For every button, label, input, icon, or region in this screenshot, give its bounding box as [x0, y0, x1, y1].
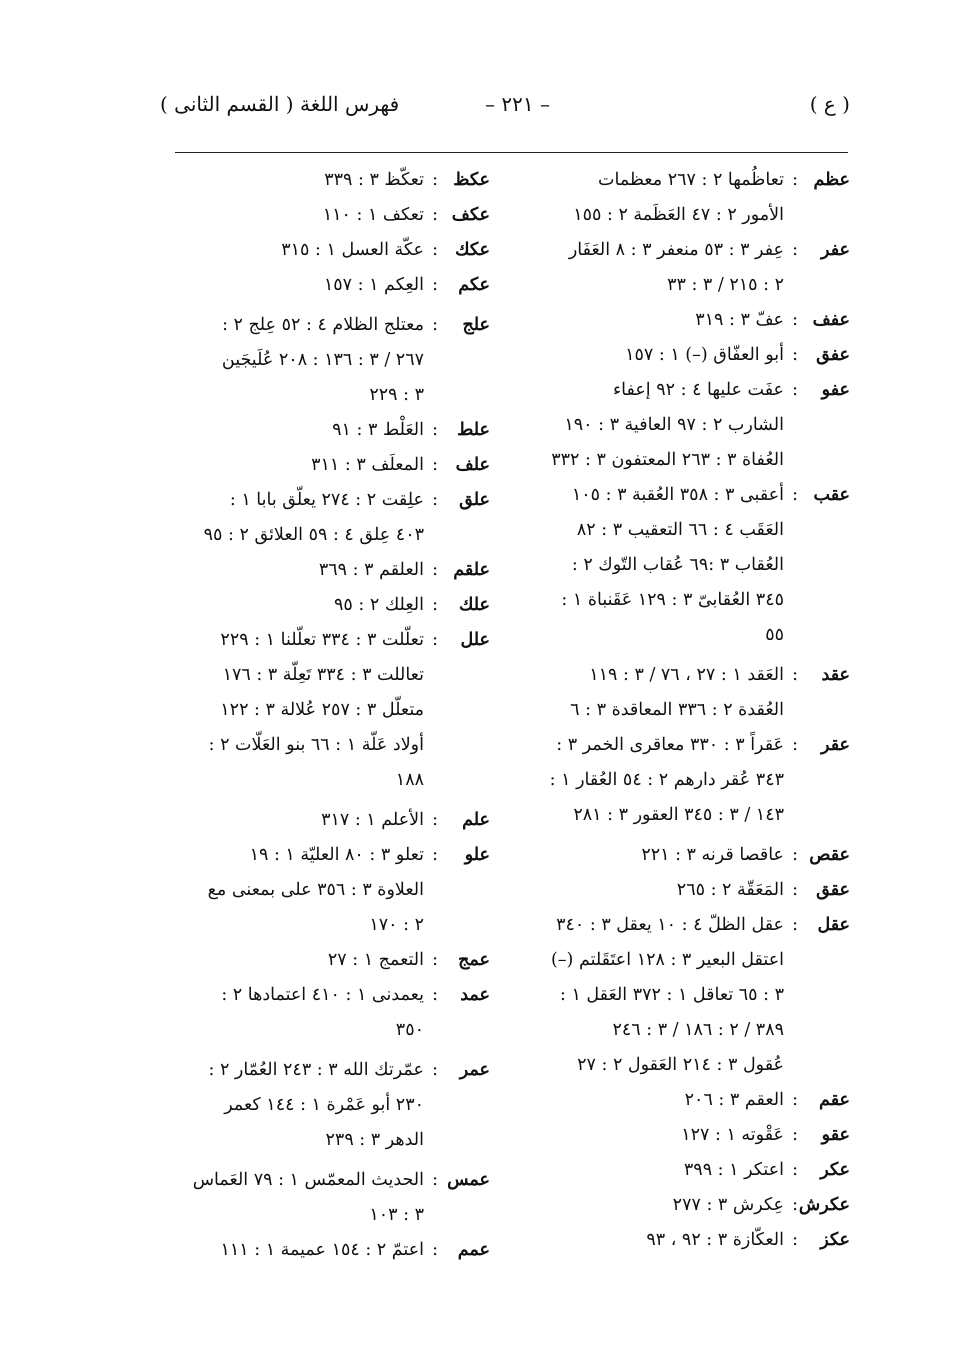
root-word: علو — [464, 845, 490, 865]
index-entry-line — [396, 1015, 490, 1045]
index-entry-line — [673, 1190, 850, 1220]
separator: : — [792, 345, 798, 365]
separator: : — [432, 275, 438, 295]
entry-text: التعمج ١ : ٢٧ — [327, 950, 424, 970]
index-entry-line — [193, 1165, 490, 1195]
root-word: علل — [460, 630, 490, 650]
entry-text: عَقراً ٣ : ٣٣٠ معاقرى الخمر ٣ : — [556, 735, 784, 755]
entry-text: العلقم ٣ : ٣٦٩ — [318, 560, 424, 580]
index-entry-line — [613, 375, 850, 405]
entry-text: العِكم ١ : ١٥٧ — [323, 275, 424, 295]
entry-text: عمّرتك الله ٣ : ٢٤٣ العُمّار ٢ : — [208, 1060, 424, 1080]
index-entry-line — [281, 235, 490, 265]
index-entry-line — [209, 730, 490, 760]
index-entry-line — [319, 555, 490, 585]
separator: : — [792, 240, 798, 260]
root-word: عمم — [457, 1240, 490, 1260]
entry-text: أبو العفّاق (–) ١ : ١٥٧ — [625, 345, 784, 365]
separator: : — [432, 630, 438, 650]
index-entry-line — [685, 1085, 850, 1115]
entry-text: العُقدة ٢ : ٣٣٦ المعاقدة ٣ : ٦ — [570, 700, 784, 720]
index-entry-line — [677, 875, 850, 905]
index-entry-line — [221, 980, 490, 1010]
index-entry-line — [332, 415, 490, 445]
index-entry-line — [396, 765, 490, 795]
entry-text: اعتمّ ٢ : ١٥٤ عميمة ١ : ١١١ — [220, 1240, 424, 1260]
index-entry-line — [250, 840, 490, 870]
entry-text: ٢٣٠ أبو عَمْرة ١ : ١٤٤ كعمر — [224, 1095, 424, 1115]
separator: : — [792, 1125, 798, 1145]
entry-text: ٣٨٩ / ٢ : ١٨٦ / ٣ : ٢٤٦ — [612, 1020, 784, 1040]
root-word: علك — [459, 595, 490, 615]
entry-text: ٣ : ٢٢٩ — [369, 385, 424, 405]
entry-text: تعكّظ ٣ : ٣٣٩ — [324, 170, 424, 190]
entry-text: ٢٦٧ / ٣ : ١٣٦ : ٢٠٨ عُلَيجَين — [221, 350, 424, 370]
index-entry-line — [334, 590, 490, 620]
index-entry-line — [220, 625, 490, 655]
index-entry-line — [684, 1155, 850, 1185]
separator: : — [792, 1195, 798, 1215]
index-entry-line — [321, 805, 490, 835]
root-word: عمج — [458, 950, 490, 970]
index-entry-line — [765, 620, 850, 650]
entry-text: الأعلم ١ : ٣١٧ — [321, 810, 424, 830]
index-entry-line — [222, 310, 490, 340]
running-title: فهرس اللغة ( القسم الثانى ) — [160, 92, 400, 116]
index-entry-line — [577, 515, 850, 545]
entry-text: ٣٤٥ العُقابىّ ٣ : ١٢٩ عَقَنباة ١ : — [561, 590, 784, 610]
root-word: عكك — [455, 240, 490, 260]
page-header — [160, 92, 850, 126]
root-word: عقق — [816, 880, 850, 900]
separator: : — [792, 880, 798, 900]
entry-text: عقل الظلّ ٤ : ١٠ يعقل ٣ : ٣٤٠ — [556, 915, 784, 935]
separator: : — [432, 315, 438, 335]
index-entry-line — [220, 1235, 490, 1265]
entry-text: عاقصا قرنه ٣ : ٢٢١ — [641, 845, 784, 865]
separator: : — [432, 950, 438, 970]
root-word: عكف — [451, 205, 490, 225]
entry-text: عفّ ٣ : ٣١٩ — [695, 310, 784, 330]
root-word: عقل — [817, 915, 850, 935]
entry-text: العلاوة ٣ : ٣٥٦ على بمعنى مع — [207, 880, 424, 900]
index-entry-line — [573, 800, 850, 830]
entry-text: ٣٥٠ — [395, 1020, 424, 1040]
entry-text: العَقَب ٤ : ٦٦ التعقيب ٣ : ٨٢ — [576, 520, 784, 540]
index-entry-line — [561, 585, 850, 615]
index-entry-line — [569, 235, 850, 265]
entry-text: ٤٠٣ عِلق ٤ : ٥٩ العلائق ٢ : ٩٥ — [203, 525, 424, 545]
entry-text: أعقبى ٣ : ٣٥٨ العُقبة ٣ : ١٠٥ — [571, 485, 784, 505]
index-entry-line — [323, 200, 490, 230]
entry-text: عكّة العسل ١ : ٣١٥ — [281, 240, 424, 260]
separator: : — [792, 170, 798, 190]
index-entry-line — [560, 980, 850, 1010]
index-entry-line — [311, 450, 490, 480]
index-entry-line — [551, 445, 850, 475]
entry-text: أولاد عَلّة ١ : ٦٦ بنو العَلّات ٢ : — [208, 735, 424, 755]
root-word: علط — [457, 420, 490, 440]
page-number: – ٢٢١ – — [485, 92, 550, 116]
entry-text: المعلَف ٣ : ٣١١ — [311, 455, 424, 475]
entry-text: متعلّل ٣ : ٢٥٧ عُلالة ٣ : ١٢٢ — [220, 700, 424, 720]
index-entry-line — [208, 1055, 490, 1085]
index-entry-line — [577, 1050, 850, 1080]
index-entry-line — [369, 380, 490, 410]
index-entry-line — [625, 340, 850, 370]
separator: : — [792, 915, 798, 935]
separator: : — [432, 420, 438, 440]
index-entry-line — [572, 480, 850, 510]
index-entry-line — [208, 875, 490, 905]
index-entry-line — [204, 520, 490, 550]
root-word: عمر — [459, 1060, 490, 1080]
index-entry-line — [641, 840, 850, 870]
index-entry-line — [230, 485, 490, 515]
separator: : — [432, 205, 438, 225]
index-entry-line — [598, 165, 850, 195]
entry-text: تعلّلت ٣ : ٣٣٤ تعلّلنا ١ : ٢٢٩ — [220, 630, 424, 650]
index-entry-line — [612, 1015, 850, 1045]
root-word: عكر — [820, 1160, 850, 1180]
separator: : — [432, 1060, 438, 1080]
separator: : — [792, 1230, 798, 1250]
root-word: عكز — [820, 1230, 850, 1250]
root-word: علف — [455, 455, 490, 475]
section-letter: ( ع ) — [809, 92, 850, 116]
index-entry-line — [556, 910, 850, 940]
separator: : — [432, 845, 438, 865]
root-word: عقم — [819, 1090, 850, 1110]
index-entry-line — [573, 200, 850, 230]
entry-text: العُقاب ٣ :٦٩ عُقاب التّوك ٢ : — [571, 555, 784, 575]
entry-text: العكّازة ٣ : ٩٢ ، ٩٣ — [646, 1230, 784, 1250]
entry-text: ٣ : ١٠٣ — [369, 1205, 424, 1225]
separator: : — [792, 735, 798, 755]
entry-text: ٢ : ٢١٥ / ٣ : ٣٣ — [667, 275, 784, 295]
separator: : — [792, 380, 798, 400]
entry-text: معتلج الظلام ٤ : ٥٢ عِلج ٢ : — [222, 315, 424, 335]
index-entry-line — [224, 1090, 490, 1120]
entry-text: يعمدنى ١ : ٤١٠ اعتمادها ٢ : — [221, 985, 424, 1005]
separator: : — [792, 1160, 798, 1180]
separator: : — [792, 845, 798, 865]
index-entry-line — [572, 550, 850, 580]
separator: : — [792, 310, 798, 330]
separator: : — [792, 485, 798, 505]
index-entry-line — [564, 410, 850, 440]
index-entry-line — [550, 765, 850, 795]
index-entry-line — [369, 1200, 490, 1230]
root-word: عقو — [821, 1125, 850, 1145]
index-entry-line — [326, 1125, 490, 1155]
entry-text: عفَت عليها ٤ : ٩٢ إعفاء — [612, 380, 784, 400]
index-entry-line — [570, 695, 850, 725]
separator: : — [432, 1170, 438, 1190]
entry-text: تعاللت ٣ : ٣٣٤ تَعِلّة ٣ : ١٧٦ — [222, 665, 424, 685]
root-word: عقر — [821, 735, 850, 755]
root-word: عظم — [813, 170, 850, 190]
root-word: علقم — [453, 560, 490, 580]
entry-text: ٥٥ — [765, 625, 784, 645]
entry-text: العُفاة ٣ : ٢٦٣ المعتفون ٣ : ٣٣٢ — [551, 450, 784, 470]
root-word: عفر — [821, 240, 850, 260]
separator: : — [432, 810, 438, 830]
separator: : — [432, 1240, 438, 1260]
root-word: عمس — [447, 1170, 490, 1190]
separator: : — [432, 560, 438, 580]
entry-text: اعتكر ١ : ٣٩٩ — [683, 1160, 784, 1180]
separator: : — [432, 170, 438, 190]
index-entry-line — [324, 165, 490, 195]
root-word: علج — [462, 315, 490, 335]
entry-text: عِفر ٣ : ٥٣ منعفر ٣ : ٨ العَفَار — [568, 240, 784, 260]
entry-text: علِقت ٢ : ٢٧٤ يعلّق بابا ١ : — [229, 490, 424, 510]
separator: : — [432, 985, 438, 1005]
index-entry-line — [551, 945, 850, 975]
root-word: عقد — [821, 665, 850, 685]
index-entry-line — [646, 1225, 850, 1255]
entry-text: المَعَقّة ٢ : ٢٦٥ — [676, 880, 784, 900]
root-word: عفف — [812, 310, 850, 330]
index-entry-line — [220, 695, 490, 725]
entry-text: ١٨٨ — [395, 770, 424, 790]
root-word: عمد — [460, 985, 490, 1005]
root-word: عكظ — [453, 170, 490, 190]
entry-text: عِكرش ٣ : ٢٧٧ — [672, 1195, 784, 1215]
entry-text: الأمور ٢ : ٤٧ العَظَمة ٢ : ١٥٥ — [573, 205, 784, 225]
separator: : — [792, 665, 798, 685]
root-word: عكرش — [798, 1195, 850, 1215]
index-entry-line — [369, 910, 490, 940]
entry-text: ١٤٣ / ٣ : ٣٤٥ العقور ٣ : ٢٨١ — [573, 805, 784, 825]
root-word: عفو — [821, 380, 850, 400]
root-word: عقب — [813, 485, 850, 505]
entry-text: ٣ : ٦٥ تعاقل ١ : ٣٧٢ العَقل ١ : — [559, 985, 784, 1005]
root-word: عفق — [816, 345, 850, 365]
separator: : — [432, 240, 438, 260]
index-entry-line — [328, 945, 490, 975]
entry-text: العَقد ١ : ٢٧ ، ٧٦ / ٣ : ١١٩ — [589, 665, 784, 685]
entry-text: ٣٤٣ عُقر دارهم ٢ : ٥٤ العُقار ١ : — [549, 770, 784, 790]
entry-text: عَقْوته ١ : ١٢٧ — [681, 1125, 784, 1145]
index-entry-line — [589, 660, 850, 690]
entry-text: العقم ٣ : ٢٠٦ — [684, 1090, 784, 1110]
separator: : — [432, 455, 438, 475]
entry-text: الشارب ٢ : ٩٧ العافية ٣ : ١٩٠ — [564, 415, 784, 435]
entry-text: العِلك ٢ : ٩٥ — [334, 595, 424, 615]
root-word: علق — [459, 490, 490, 510]
entry-text: ٢ : ١٧٠ — [369, 915, 424, 935]
index-entry-line — [222, 345, 490, 375]
root-word: عقص — [809, 845, 850, 865]
entry-text: اعتقل البعير ٣ : ١٢٨ اعتَقَلتم (–) — [550, 950, 784, 970]
root-word: علم — [462, 810, 490, 830]
header-rule — [175, 152, 848, 153]
index-entry-line — [695, 305, 850, 335]
separator: : — [792, 1090, 798, 1110]
index-entry-line — [223, 660, 490, 690]
index-entry-line — [667, 270, 850, 300]
root-word: عكم — [458, 275, 490, 295]
entry-text: تعلو ٣ : ٨٠ العليّة ١ : ١٩ — [249, 845, 424, 865]
entry-text: تعكف ١ : ١١٠ — [322, 205, 424, 225]
entry-text: الدهر ٣ : ٢٣٩ — [325, 1130, 424, 1150]
entry-text: الحديث المعمّس ١ : ٧٩ العَماس — [192, 1170, 424, 1190]
entry-text: العَلْط ٣ : ٩١ — [332, 420, 424, 440]
index-entry-line — [324, 270, 490, 300]
entry-text: تعاظُمها ٢ : ٢٦٧ معظمات — [598, 170, 784, 190]
separator: : — [432, 595, 438, 615]
index-entry-line — [556, 730, 850, 760]
entry-text: عُقول ٣ : ٢١٤ العَقول ٢ : ٢٧ — [577, 1055, 784, 1075]
index-entry-line — [681, 1120, 850, 1150]
separator: : — [432, 490, 438, 510]
